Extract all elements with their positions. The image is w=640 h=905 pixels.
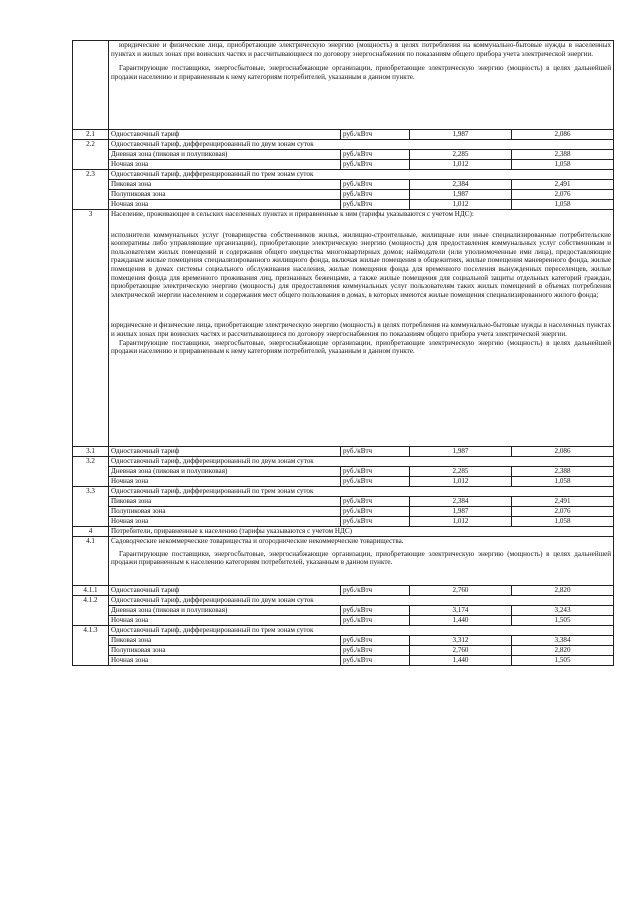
section-3-row <box>73 210 614 447</box>
unit: руб./кВтч <box>341 497 410 507</box>
row-number: 4.1 <box>73 537 109 586</box>
zone-label: Ночная зона <box>109 656 341 666</box>
value-period-1: 1,012 <box>410 160 512 170</box>
table-row <box>73 636 614 646</box>
row-number: 2.2 <box>73 140 109 170</box>
table-row <box>73 180 614 190</box>
value-period-2: 2,076 <box>512 507 614 517</box>
row-number: 3 <box>73 210 109 447</box>
row-number: 2.1 <box>73 130 109 140</box>
zone-label: Ночная зона <box>109 477 341 487</box>
section-2-paragraph-2: Гарантирующие поставщики, энергосбытовые, энергоснабжающие организации, приобретающие электрическую энергию (мощность) в целях дальнейшей продажи населению и приравненным к нему категориям потребителей, указанным в данном пункте. <box>111 64 612 81</box>
table-row <box>73 447 614 457</box>
unit: руб./кВтч <box>341 646 410 656</box>
section-4-1-title: Садоводческие некоммерческие товарищества и огороднические некоммерческие товарищества. <box>111 537 404 545</box>
tariff-label: Одноставочный тариф, дифференцированный по двум зонам суток <box>109 457 614 467</box>
value-period-1: 2,285 <box>410 150 512 160</box>
row-number: 3.3 <box>73 487 109 527</box>
table-row <box>73 616 614 626</box>
value-period-1: 3,174 <box>410 606 512 616</box>
row-number: 3.1 <box>73 447 109 457</box>
unit: руб./кВтч <box>341 180 410 190</box>
table-row <box>73 150 614 160</box>
table-row <box>73 130 614 140</box>
table-row <box>73 170 614 180</box>
zone-label: Пиковая зона <box>109 497 341 507</box>
value-period-2: 2,820 <box>512 646 614 656</box>
value-period-1: 1,987 <box>410 190 512 200</box>
value-period-1: 1,440 <box>410 656 512 666</box>
value-period-1: 1,987 <box>410 447 512 457</box>
tariff-label: Одноставочный тариф <box>109 130 341 140</box>
section-4-row <box>73 527 614 537</box>
zone-label: Пиковая зона <box>109 180 341 190</box>
unit: руб./кВтч <box>341 636 410 646</box>
value-period-1: 2,760 <box>410 586 512 596</box>
section-2-paragraph-1: юридические и физические лица, приобретающие электрическую энергию (мощность) в целях потребления на коммунально-бытовые нужды в населенных пунктах и жилых зонах при воинских частях и рассчитывающиеся по договору энергоснабжения по показаниям общего прибора учета электрической энергии. <box>111 41 612 58</box>
tariff-label: Одноставочный тариф <box>109 586 341 596</box>
value-period-2: 2,491 <box>512 497 614 507</box>
section-4-title: Потребители, приравненные к населению (тарифы указываются с учетом НДС) <box>109 527 614 537</box>
row-number: 2.3 <box>73 170 109 210</box>
table-row <box>73 140 614 150</box>
value-period-2: 1,058 <box>512 517 614 527</box>
section-3-paragraph-2: юридические и физические лица, приобретающие электрическую энергию (мощность) в целях потребления на коммунально-бытовые нужды в населенных пунктах и жилых зонах при воинских частях и рассчитывающиеся по договору энергоснабжения по показаниям общего прибора учета электрической энергии. <box>111 321 612 338</box>
row-number: 3.2 <box>73 457 109 487</box>
value-period-1: 1,012 <box>410 517 512 527</box>
table-row <box>73 656 614 666</box>
table-row <box>73 626 614 636</box>
table-row <box>73 596 614 606</box>
unit: руб./кВтч <box>341 656 410 666</box>
value-period-2: 2,388 <box>512 467 614 477</box>
value-period-1: 1,987 <box>410 507 512 517</box>
section-3-paragraph-1: исполнители коммунальных услуг (товарищества собственников жилья, жилищно-строительные, жилищные или иные специализированные потребительские кооперативы либо управляющие организации), приобретающие электрическую энергию (мощность) для предоставления коммунальных услуг собственникам и пользователям жилых помещений и содержания общего имущества многоквартирных домов; наймодатели (или уполномоченные ими лица), предоставляющие гражданам жилые помещения специализированного жилищного фонда, включая жилые помещения в общежитиях, жилые помещения маневренного фонда, жилые помещения в домах системы социального обслуживания населения, жилые помещения фонда для временного поселения вынужденных переселенцев, жилые помещения фонда для временного проживания лиц, признанных беженцами, а также жилые помещения для социальной защиты отдельных категорий граждан, приобретающие электрическую энергию (мощность) для предоставления коммунальных услуг пользователям таких жилых помещений в объемах потребления электрической энергии населением и содержания мест общего пользования в домах, в которых имеются жилые помещения специализированного жилого фонда; <box>111 230 612 299</box>
table-row <box>73 467 614 477</box>
value-period-1: 1,012 <box>410 200 512 210</box>
unit: руб./кВтч <box>341 586 410 596</box>
unit: руб./кВтч <box>341 467 410 477</box>
unit: руб./кВтч <box>341 160 410 170</box>
section-2-text-row <box>73 41 614 130</box>
value-period-2: 2,076 <box>512 190 614 200</box>
value-period-2: 3,384 <box>512 636 614 646</box>
zone-label: Ночная зона <box>109 200 341 210</box>
tariff-label: Одноставочный тариф <box>109 447 341 457</box>
zone-label: Полупиковая зона <box>109 190 341 200</box>
zone-label: Полупиковая зона <box>109 507 341 517</box>
table-row <box>73 517 614 527</box>
unit: руб./кВтч <box>341 606 410 616</box>
value-period-2: 1,058 <box>512 477 614 487</box>
value-period-2: 2,388 <box>512 150 614 160</box>
table-row <box>73 200 614 210</box>
table-row <box>73 457 614 467</box>
value-period-2: 2,086 <box>512 130 614 140</box>
table-row <box>73 646 614 656</box>
value-period-2: 2,491 <box>512 180 614 190</box>
row-number: 4.1.1 <box>73 586 109 596</box>
value-period-2: 1,505 <box>512 616 614 626</box>
unit: руб./кВтч <box>341 517 410 527</box>
table-row <box>73 507 614 517</box>
value-period-2: 1,058 <box>512 200 614 210</box>
zone-label: Дневная зона (пиковая и полупиковая) <box>109 150 341 160</box>
value-period-1: 2,384 <box>410 497 512 507</box>
unit: руб./кВтч <box>341 616 410 626</box>
value-period-2: 2,820 <box>512 586 614 596</box>
zone-label: Ночная зона <box>109 517 341 527</box>
unit: руб./кВтч <box>341 200 410 210</box>
tariff-document <box>72 40 613 666</box>
unit: руб./кВтч <box>341 190 410 200</box>
zone-label: Полупиковая зона <box>109 646 341 656</box>
zone-label: Ночная зона <box>109 616 341 626</box>
value-period-1: 1,987 <box>410 130 512 140</box>
table-row <box>73 160 614 170</box>
zone-label: Дневная зона (пиковая и полупиковая) <box>109 467 341 477</box>
table-row <box>73 606 614 616</box>
unit: руб./кВтч <box>341 477 410 487</box>
tariff-table <box>72 40 614 666</box>
section-4-1-paragraph: Гарантирующие поставщики, энергосбытовые, энергоснабжающие организации, приобретающие электрическую энергию (мощность) в целях дальнейшей продажи приравненным к населению категориям потребителей, указанным в данном пункте. <box>111 549 612 567</box>
section-3-title: Население, проживающее в сельских населенных пунктах и приравненные к ним (тарифы указываются с учетом НДС): <box>111 210 474 218</box>
value-period-2: 3,243 <box>512 606 614 616</box>
zone-label: Ночная зона <box>109 160 341 170</box>
unit: руб./кВтч <box>341 507 410 517</box>
value-period-1: 2,384 <box>410 180 512 190</box>
row-number: 4.1.2 <box>73 596 109 626</box>
value-period-2: 2,086 <box>512 447 614 457</box>
row-number: 4.1.3 <box>73 626 109 666</box>
table-row <box>73 190 614 200</box>
section-3-paragraph-3: Гарантирующие поставщики, энергосбытовые, энергоснабжающие организации, приобретающие электрическую энергию (мощность) в целях дальнейшей продажи населению и приравненным к нему категориям потребителей, указанным в данном пункте. <box>111 338 612 356</box>
tariff-label: Одноставочный тариф, дифференцированный по трем зонам суток <box>109 487 614 497</box>
tariff-label: Одноставочный тариф, дифференцированный по двум зонам суток <box>109 596 614 606</box>
tariff-label: Одноставочный тариф, дифференцированный по трем зонам суток <box>109 170 614 180</box>
value-period-2: 1,505 <box>512 656 614 666</box>
value-period-1: 2,760 <box>410 646 512 656</box>
zone-label: Дневная зона (пиковая и полупиковая) <box>109 606 341 616</box>
value-period-1: 1,012 <box>410 477 512 487</box>
value-period-1: 2,285 <box>410 467 512 477</box>
value-period-2: 1,058 <box>512 160 614 170</box>
unit: руб./кВтч <box>341 150 410 160</box>
section-4-1-row <box>73 537 614 586</box>
tariff-label: Одноставочный тариф, дифференцированный по трем зонам суток <box>109 626 614 636</box>
row-number: 4 <box>73 527 109 537</box>
table-row <box>73 497 614 507</box>
table-row <box>73 477 614 487</box>
table-row <box>73 487 614 497</box>
value-period-1: 3,312 <box>410 636 512 646</box>
unit: руб./кВтч <box>341 130 410 140</box>
value-period-1: 1,440 <box>410 616 512 626</box>
zone-label: Пиковая зона <box>109 636 341 646</box>
tariff-label: Одноставочный тариф, дифференцированный по двум зонам суток <box>109 140 614 150</box>
unit: руб./кВтч <box>341 447 410 457</box>
table-row <box>73 586 614 596</box>
